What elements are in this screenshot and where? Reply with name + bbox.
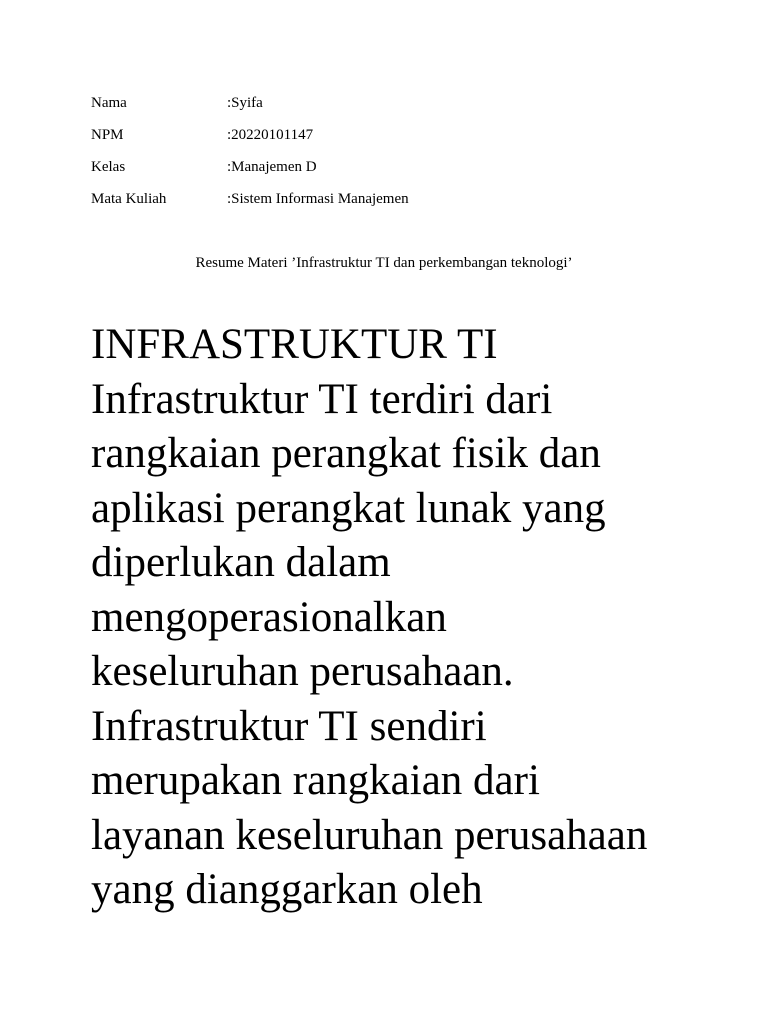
body-line: mengoperasionalkan	[91, 593, 447, 641]
body-line: merupakan rangkaian dari	[91, 757, 540, 804]
body-line: yang dianggarkan oleh	[91, 866, 483, 913]
body-text	[91, 318, 731, 918]
info-label: NPM	[91, 127, 124, 143]
info-row-kelas	[91, 157, 409, 189]
body-line: aplikasi perangkat lunak yang	[91, 484, 606, 532]
resume-subtitle: Resume Materi ’Infrastruktur TI dan perkembangan teknologi’	[195, 255, 573, 271]
body-line: rangkaian perangkat fisik dan	[91, 430, 601, 477]
body-line: layanan keseluruhan perusahaan	[91, 811, 648, 859]
info-value: :20220101147	[227, 127, 314, 143]
info-row-npm	[91, 125, 409, 157]
info-row-nama	[91, 93, 409, 125]
info-label: Mata Kuliah	[91, 191, 167, 207]
info-value: :Sistem Informasi Manajemen	[227, 191, 409, 207]
section-heading: INFRASTRUKTUR TI	[91, 321, 498, 368]
info-label: Nama	[91, 95, 127, 111]
info-value: :Manajemen D	[227, 159, 317, 175]
info-value: :Syifa	[227, 95, 263, 111]
info-label: Kelas	[91, 159, 126, 175]
body-line: Infrastruktur TI sendiri	[91, 702, 487, 750]
body-line: Infrastruktur TI terdiri dari	[91, 375, 553, 423]
info-row-mata-kuliah	[91, 189, 409, 221]
student-info-block	[91, 93, 409, 221]
body-line: keseluruhan perusahaan.	[91, 648, 514, 695]
body-line: diperlukan dalam	[91, 539, 391, 586]
